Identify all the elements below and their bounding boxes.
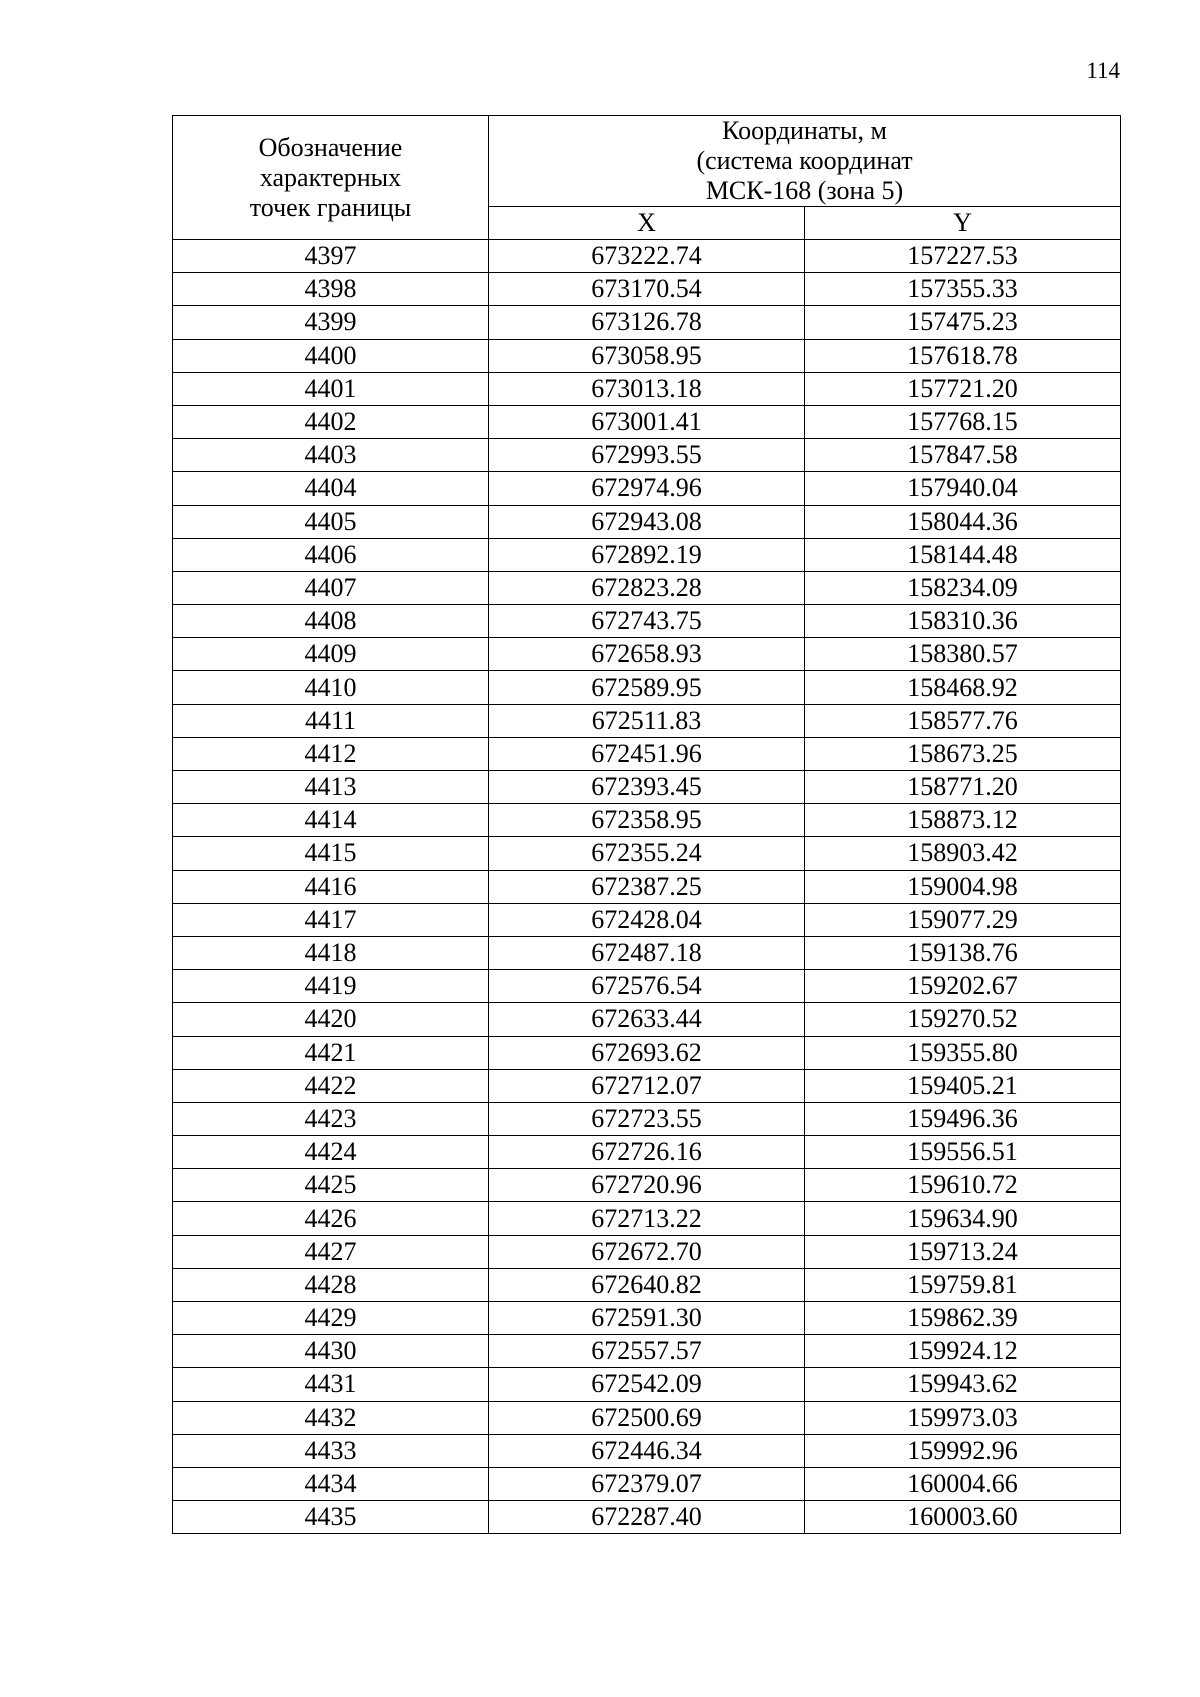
y-cell: 159634.90 xyxy=(805,1202,1121,1235)
point-cell: 4413 xyxy=(173,771,489,804)
y-cell: 157940.04 xyxy=(805,472,1121,505)
x-cell: 672633.44 xyxy=(489,1003,805,1036)
x-column-header: X xyxy=(489,207,805,240)
x-cell: 672557.57 xyxy=(489,1335,805,1368)
table-row xyxy=(173,1202,1121,1235)
x-cell: 672693.62 xyxy=(489,1036,805,1069)
x-cell: 672511.83 xyxy=(489,704,805,737)
table-row xyxy=(173,671,1121,704)
table-header-row xyxy=(173,116,1121,207)
point-cell: 4400 xyxy=(173,339,489,372)
y-cell: 158873.12 xyxy=(805,804,1121,837)
y-cell: 158903.42 xyxy=(805,837,1121,870)
point-cell: 4430 xyxy=(173,1335,489,1368)
point-cell: 4427 xyxy=(173,1235,489,1268)
y-column-header: Y xyxy=(805,207,1121,240)
table-row xyxy=(173,936,1121,969)
table-row xyxy=(173,1036,1121,1069)
y-cell: 158044.36 xyxy=(805,505,1121,538)
table-row xyxy=(173,1003,1121,1036)
x-cell: 673058.95 xyxy=(489,339,805,372)
y-cell: 159355.80 xyxy=(805,1036,1121,1069)
coordinates-header xyxy=(489,116,1121,207)
table-row xyxy=(173,372,1121,405)
y-cell: 159202.67 xyxy=(805,970,1121,1003)
y-cell: 159556.51 xyxy=(805,1136,1121,1169)
point-header-line: точек границы xyxy=(249,192,412,222)
point-cell: 4428 xyxy=(173,1268,489,1301)
table-row xyxy=(173,704,1121,737)
x-cell: 672974.96 xyxy=(489,472,805,505)
point-cell: 4418 xyxy=(173,936,489,969)
point-cell: 4407 xyxy=(173,571,489,604)
y-cell: 159077.29 xyxy=(805,903,1121,936)
table-row xyxy=(173,1401,1121,1434)
y-cell: 157768.15 xyxy=(805,405,1121,438)
x-cell: 672358.95 xyxy=(489,804,805,837)
table-row xyxy=(173,1136,1121,1169)
table-row xyxy=(173,1169,1121,1202)
y-cell: 158577.76 xyxy=(805,704,1121,737)
point-cell: 4416 xyxy=(173,870,489,903)
x-cell: 672542.09 xyxy=(489,1368,805,1401)
table-row xyxy=(173,771,1121,804)
x-cell: 672672.70 xyxy=(489,1235,805,1268)
y-cell: 157355.33 xyxy=(805,273,1121,306)
x-cell: 672287.40 xyxy=(489,1501,805,1534)
y-cell: 157227.53 xyxy=(805,240,1121,273)
x-cell: 673126.78 xyxy=(489,306,805,339)
table-row xyxy=(173,737,1121,770)
table-row xyxy=(173,1368,1121,1401)
y-cell: 159924.12 xyxy=(805,1335,1121,1368)
y-cell: 158468.92 xyxy=(805,671,1121,704)
x-cell: 672393.45 xyxy=(489,771,805,804)
x-cell: 672640.82 xyxy=(489,1268,805,1301)
y-cell: 159496.36 xyxy=(805,1102,1121,1135)
table-row xyxy=(173,505,1121,538)
table-row xyxy=(173,903,1121,936)
table-row xyxy=(173,1335,1121,1368)
table-row xyxy=(173,240,1121,273)
point-cell: 4426 xyxy=(173,1202,489,1235)
point-cell: 4432 xyxy=(173,1401,489,1434)
x-cell: 672713.22 xyxy=(489,1202,805,1235)
x-cell: 672993.55 xyxy=(489,439,805,472)
y-cell: 159004.98 xyxy=(805,870,1121,903)
x-cell: 672576.54 xyxy=(489,970,805,1003)
point-cell: 4404 xyxy=(173,472,489,505)
x-cell: 672487.18 xyxy=(489,936,805,969)
coord-header-line: (система координат xyxy=(696,146,913,175)
table-row xyxy=(173,870,1121,903)
point-cell: 4423 xyxy=(173,1102,489,1135)
table-row xyxy=(173,339,1121,372)
y-cell: 160004.66 xyxy=(805,1467,1121,1500)
point-cell: 4414 xyxy=(173,804,489,837)
x-cell: 672591.30 xyxy=(489,1302,805,1335)
table-row xyxy=(173,804,1121,837)
point-cell: 4412 xyxy=(173,737,489,770)
point-designation-header xyxy=(173,116,489,240)
x-cell: 673170.54 xyxy=(489,273,805,306)
point-cell: 4410 xyxy=(173,671,489,704)
y-cell: 158310.36 xyxy=(805,605,1121,638)
coord-header-line: МСК-168 (зона 5) xyxy=(705,176,904,205)
x-cell: 672823.28 xyxy=(489,571,805,604)
x-cell: 673001.41 xyxy=(489,405,805,438)
y-cell: 160003.60 xyxy=(805,1501,1121,1534)
y-cell: 158144.48 xyxy=(805,538,1121,571)
point-cell: 4401 xyxy=(173,372,489,405)
x-cell: 672355.24 xyxy=(489,837,805,870)
x-cell: 672451.96 xyxy=(489,737,805,770)
point-cell: 4419 xyxy=(173,970,489,1003)
table-row xyxy=(173,1467,1121,1500)
y-cell: 159270.52 xyxy=(805,1003,1121,1036)
y-cell: 159610.72 xyxy=(805,1169,1121,1202)
y-cell: 159759.81 xyxy=(805,1268,1121,1301)
point-cell: 4429 xyxy=(173,1302,489,1335)
y-cell: 159992.96 xyxy=(805,1434,1121,1467)
table-row xyxy=(173,605,1121,638)
table-row xyxy=(173,970,1121,1003)
point-cell: 4405 xyxy=(173,505,489,538)
x-cell: 672892.19 xyxy=(489,538,805,571)
table-row xyxy=(173,1102,1121,1135)
y-cell: 158673.25 xyxy=(805,737,1121,770)
x-cell: 673013.18 xyxy=(489,372,805,405)
point-header-line: характерных xyxy=(259,162,402,192)
y-cell: 157847.58 xyxy=(805,439,1121,472)
x-cell: 672387.25 xyxy=(489,870,805,903)
coordinates-table xyxy=(172,115,1121,1534)
table-body xyxy=(173,240,1121,1534)
table-row xyxy=(173,439,1121,472)
x-cell: 672743.75 xyxy=(489,605,805,638)
y-cell: 159973.03 xyxy=(805,1401,1121,1434)
point-header-line: Обозначение xyxy=(258,132,403,162)
table-row xyxy=(173,837,1121,870)
page-number: 114 xyxy=(1086,58,1120,83)
table-row xyxy=(173,638,1121,671)
point-cell: 4421 xyxy=(173,1036,489,1069)
y-cell: 158380.57 xyxy=(805,638,1121,671)
point-cell: 4435 xyxy=(173,1501,489,1534)
y-cell: 157475.23 xyxy=(805,306,1121,339)
y-cell: 159862.39 xyxy=(805,1302,1121,1335)
table-row xyxy=(173,1434,1121,1467)
point-cell: 4403 xyxy=(173,439,489,472)
point-cell: 4417 xyxy=(173,903,489,936)
y-cell: 157618.78 xyxy=(805,339,1121,372)
table-row xyxy=(173,571,1121,604)
table-row xyxy=(173,1302,1121,1335)
y-cell: 159943.62 xyxy=(805,1368,1121,1401)
table-row xyxy=(173,538,1121,571)
point-cell: 4408 xyxy=(173,605,489,638)
table-row xyxy=(173,273,1121,306)
x-cell: 672726.16 xyxy=(489,1136,805,1169)
coord-header-line: Координаты, м xyxy=(722,116,887,145)
x-cell: 672428.04 xyxy=(489,903,805,936)
y-cell: 159405.21 xyxy=(805,1069,1121,1102)
y-cell: 158771.20 xyxy=(805,771,1121,804)
table-row xyxy=(173,1235,1121,1268)
point-cell: 4433 xyxy=(173,1434,489,1467)
point-cell: 4434 xyxy=(173,1467,489,1500)
y-cell: 159713.24 xyxy=(805,1235,1121,1268)
point-cell: 4406 xyxy=(173,538,489,571)
point-cell: 4399 xyxy=(173,306,489,339)
point-cell: 4402 xyxy=(173,405,489,438)
table-row xyxy=(173,1268,1121,1301)
table-row xyxy=(173,306,1121,339)
x-cell: 672589.95 xyxy=(489,671,805,704)
x-cell: 673222.74 xyxy=(489,240,805,273)
x-cell: 672723.55 xyxy=(489,1102,805,1135)
point-cell: 4415 xyxy=(173,837,489,870)
y-cell: 157721.20 xyxy=(805,372,1121,405)
y-cell: 159138.76 xyxy=(805,936,1121,969)
table-row xyxy=(173,1069,1121,1102)
table-row xyxy=(173,1501,1121,1534)
point-cell: 4398 xyxy=(173,273,489,306)
x-cell: 672720.96 xyxy=(489,1169,805,1202)
x-cell: 672943.08 xyxy=(489,505,805,538)
x-cell: 672379.07 xyxy=(489,1467,805,1500)
point-cell: 4409 xyxy=(173,638,489,671)
point-cell: 4420 xyxy=(173,1003,489,1036)
x-cell: 672658.93 xyxy=(489,638,805,671)
point-cell: 4411 xyxy=(173,704,489,737)
x-cell: 672500.69 xyxy=(489,1401,805,1434)
point-cell: 4422 xyxy=(173,1069,489,1102)
point-cell: 4397 xyxy=(173,240,489,273)
table-row xyxy=(173,405,1121,438)
point-cell: 4425 xyxy=(173,1169,489,1202)
point-cell: 4424 xyxy=(173,1136,489,1169)
y-cell: 158234.09 xyxy=(805,571,1121,604)
x-cell: 672446.34 xyxy=(489,1434,805,1467)
table-row xyxy=(173,472,1121,505)
x-cell: 672712.07 xyxy=(489,1069,805,1102)
point-cell: 4431 xyxy=(173,1368,489,1401)
